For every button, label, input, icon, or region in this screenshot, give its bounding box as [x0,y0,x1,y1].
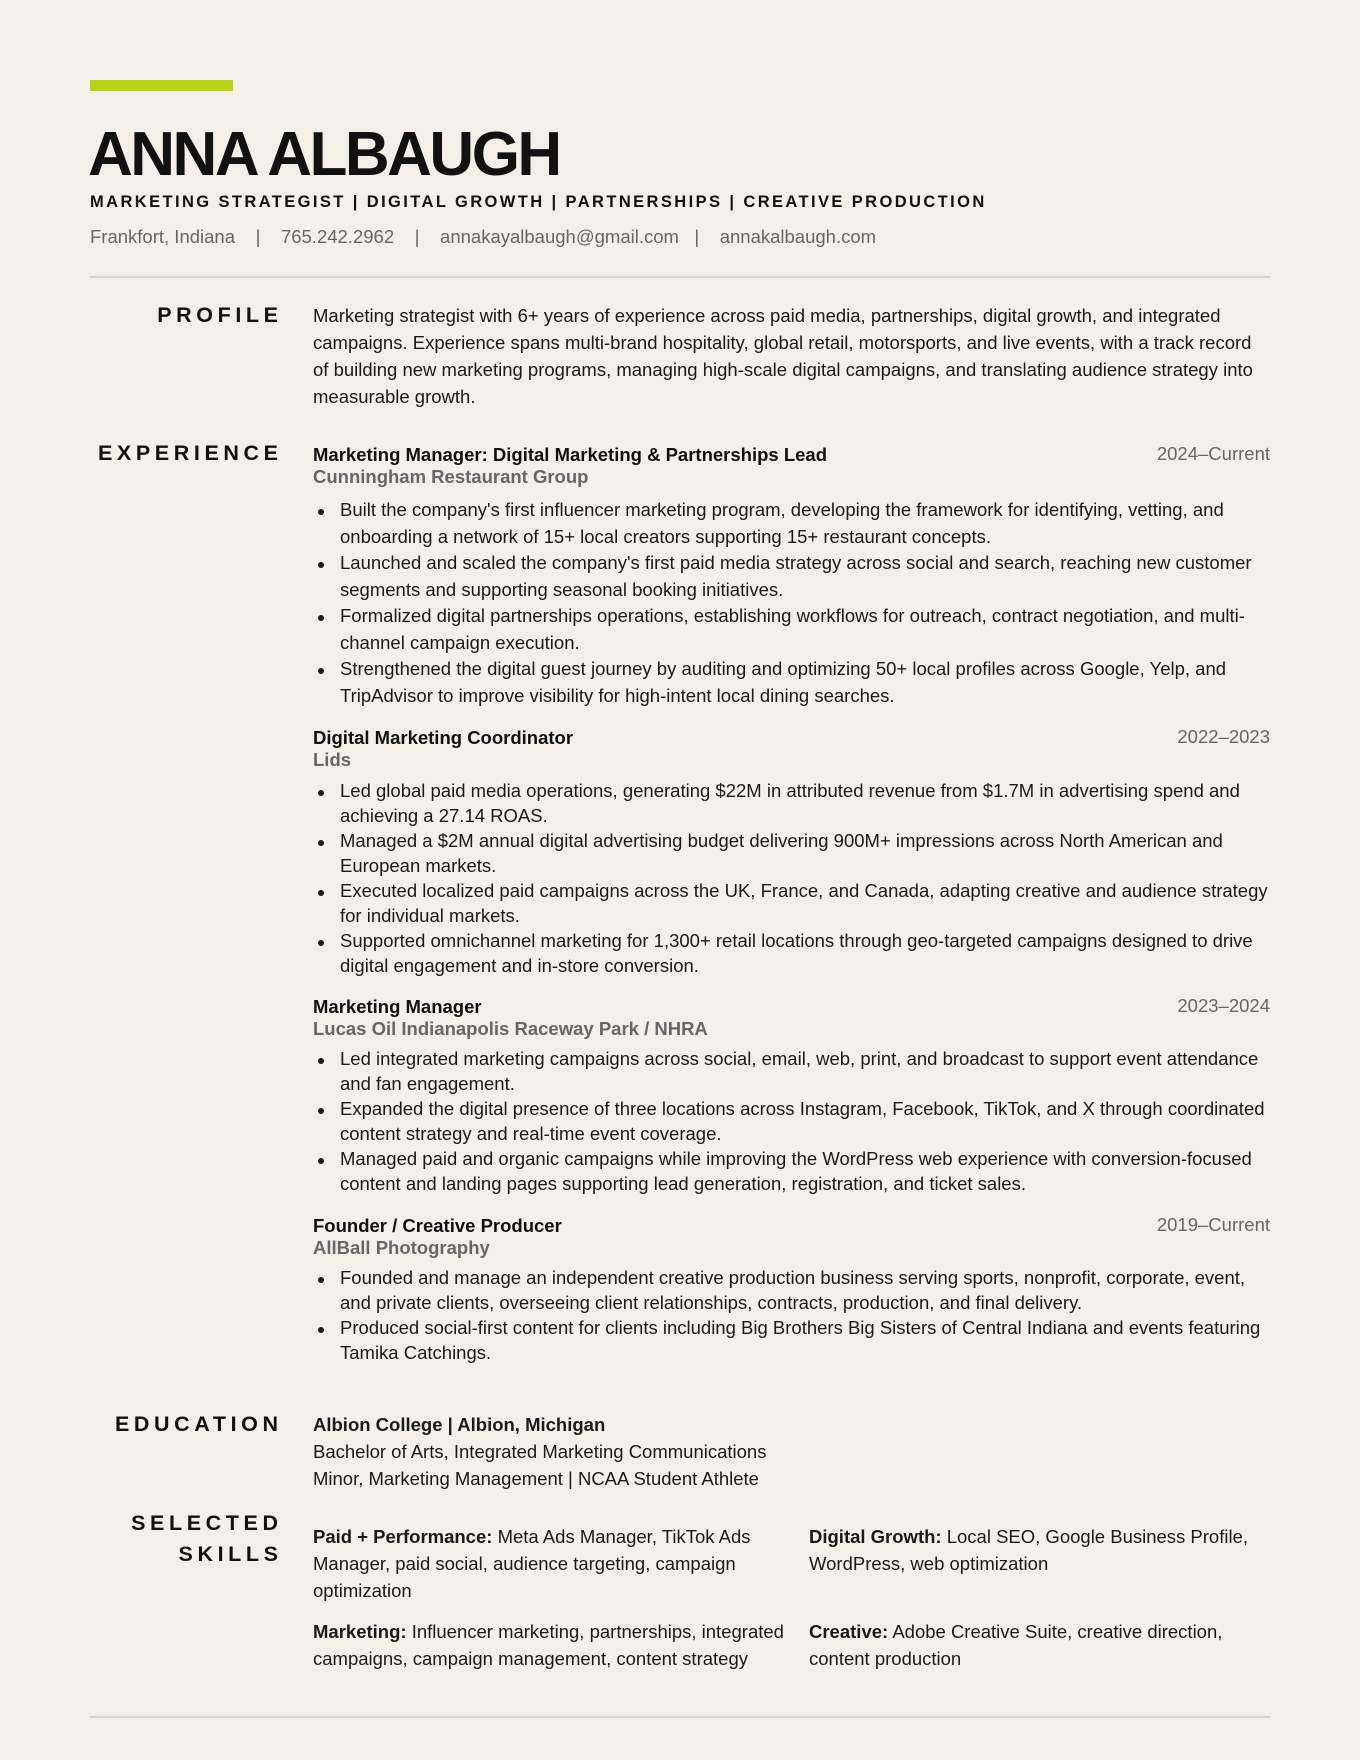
profile-text: Marketing strategist with 6+ years of experience across paid media, partnerships, digital growth, and integrated campaigns. Experience spans multi-brand hospitality, global retail, motorsports, and live events, with a track record of building new marketing programs, managing high-scale digital campaigns, and translating audience strategy into measurable growth. [313,305,1253,407]
section-label-skills-line2: SKILLS [178,1542,283,1566]
section-label-skills [131,1508,282,1570]
company-name: Lucas Oil Indianapolis Raceway Park / NHRA [313,1018,708,1039]
profile-section [313,302,1270,410]
job-entry [313,724,1270,978]
list-item: Expanded the digital presence of three locations across Instagram, Facebook, TikTok, and X through coordinated content strategy and real-time event coverage. [340,1096,1270,1146]
list-item: Managed paid and organic campaigns while improving the WordPress web experience with conversion-focused content and landing pages supporting lead generation, registration, and ticket sales. [340,1146,1270,1196]
education-section [313,1411,1270,1492]
contact-website[interactable]: annakalbaugh.com [719,226,877,247]
list-item: Founded and manage an independent creative production business serving sports, nonprofit, corporate, event, and private clients, overseeing client relationships, contracts, production, and final delivery. [340,1265,1270,1315]
job-entry [313,441,1270,709]
job-entry [313,993,1270,1196]
list-item: Formalized digital partnerships operations, establishing workflows for outreach, contract negotiation, and multi-channel campaign execution. [340,603,1270,656]
contact-line [90,226,876,248]
divider [90,1716,1270,1718]
list-item: Executed localized paid campaigns across the UK, France, and Canada, adapting creative and audience strategy for individual markets. [340,878,1270,928]
skill-label: Digital Growth: [809,1526,942,1547]
company-name: Lids [313,749,352,770]
contact-location: Frankfort, Indiana [90,226,235,247]
job-dates: 2024–Current [1156,443,1270,464]
list-item: Led integrated marketing campaigns across social, email, web, print, and broadcast to support event attendance and fan engagement. [340,1046,1270,1096]
list-item: Produced social-first content for clients including Big Brothers Big Sisters of Central Indiana and events featuring Tamika Catchings. [340,1315,1270,1365]
job-title: Digital Marketing Coordinator [313,727,574,748]
contact-separator: | [414,226,420,247]
skill-text: Local SEO, Google Business Profile, WordPress, web optimization [809,1526,1249,1574]
job-header [313,1212,1270,1236]
contact-separator: | [694,226,700,247]
list-item: Led global paid media operations, generating $22M in attributed revenue from $1.7M in advertising spend and achieving a 27.14 ROAS. [340,778,1270,828]
company-name: AllBall Photography [313,1237,490,1258]
job-bullets [313,1046,1270,1196]
job-bullets [313,1265,1270,1365]
skill-text: Influencer marketing, partnerships, integrated campaigns, campaign management, content strategy [313,1621,784,1669]
job-dates: 2019–Current [1156,1214,1270,1235]
section-label-skills-line1: SELECTED [131,1511,283,1535]
contact-separator: | [255,226,261,247]
list-item: Strengthened the digital guest journey by auditing and optimizing 50+ local profiles across Google, Yelp, and TripAdvisor to improve visibility for high-intent local dining searches. [340,656,1270,709]
job-header [313,724,1270,748]
job-header [313,441,1270,465]
list-item: Built the company's first influencer marketing program, developing the framework for identifying, vetting, and onboarding a network of 15+ local creators supporting 15+ restaurant concepts. [340,497,1270,550]
skill-label: Marketing: [313,1621,407,1642]
divider [90,276,1270,278]
accent-bar [90,80,233,91]
skill-item [809,1618,1270,1672]
skill-label: Creative: [809,1621,889,1642]
job-title: Founder / Creative Producer [313,1215,562,1236]
education-degree: Bachelor of Arts, Integrated Marketing Communications [313,1441,767,1462]
section-label-experience: EXPERIENCE [97,441,283,465]
skill-item [313,1523,809,1604]
experience-section [313,441,1270,1378]
headline: MARKETING STRATEGIST | DIGITAL GROWTH | PARTNERSHIPS | CREATIVE PRODUCTION [90,193,987,211]
skill-text: Adobe Creative Suite, creative direction, content production [809,1621,1223,1669]
skill-item [809,1523,1270,1604]
list-item: Launched and scaled the company's first paid media strategy across social and search, reaching new customer segments and supporting seasonal booking initiatives. [340,550,1270,603]
section-label-education: EDUCATION [114,1412,283,1436]
contact-phone: 765.242.2962 [280,226,395,247]
job-dates: 2022–2023 [1177,726,1270,747]
list-item: Managed a $2M annual digital advertising budget delivering 900M+ impressions across North American and European markets. [340,828,1270,878]
education-school: Albion College | Albion, Michigan [313,1414,606,1435]
skills-section [313,1523,1270,1672]
skill-item [313,1618,809,1672]
skill-text: Meta Ads Manager, TikTok Ads Manager, paid social, audience targeting, campaign optimization [313,1526,751,1601]
contact-email[interactable]: annakayalbaugh@gmail.com [440,226,679,247]
job-bullets [313,778,1270,978]
list-item: Supported omnichannel marketing for 1,300+ retail locations through geo-targeted campaigns designed to drive digital engagement and in-store conversion. [340,928,1270,978]
job-bullets [313,497,1270,709]
job-title: Marketing Manager: Digital Marketing & Partnerships Lead [313,444,827,465]
job-header [313,993,1270,1017]
skill-label: Paid + Performance: [313,1526,493,1547]
skills-grid [313,1523,1270,1672]
job-dates: 2023–2024 [1177,995,1270,1016]
job-entry [313,1212,1270,1365]
job-title: Marketing Manager [313,996,482,1017]
candidate-name: ANNA ALBAUGH [88,120,560,189]
section-label-profile: PROFILE [157,303,283,327]
company-name: Cunningham Restaurant Group [313,466,589,487]
education-minor: Minor, Marketing Management | NCAA Student Athlete [313,1468,759,1489]
